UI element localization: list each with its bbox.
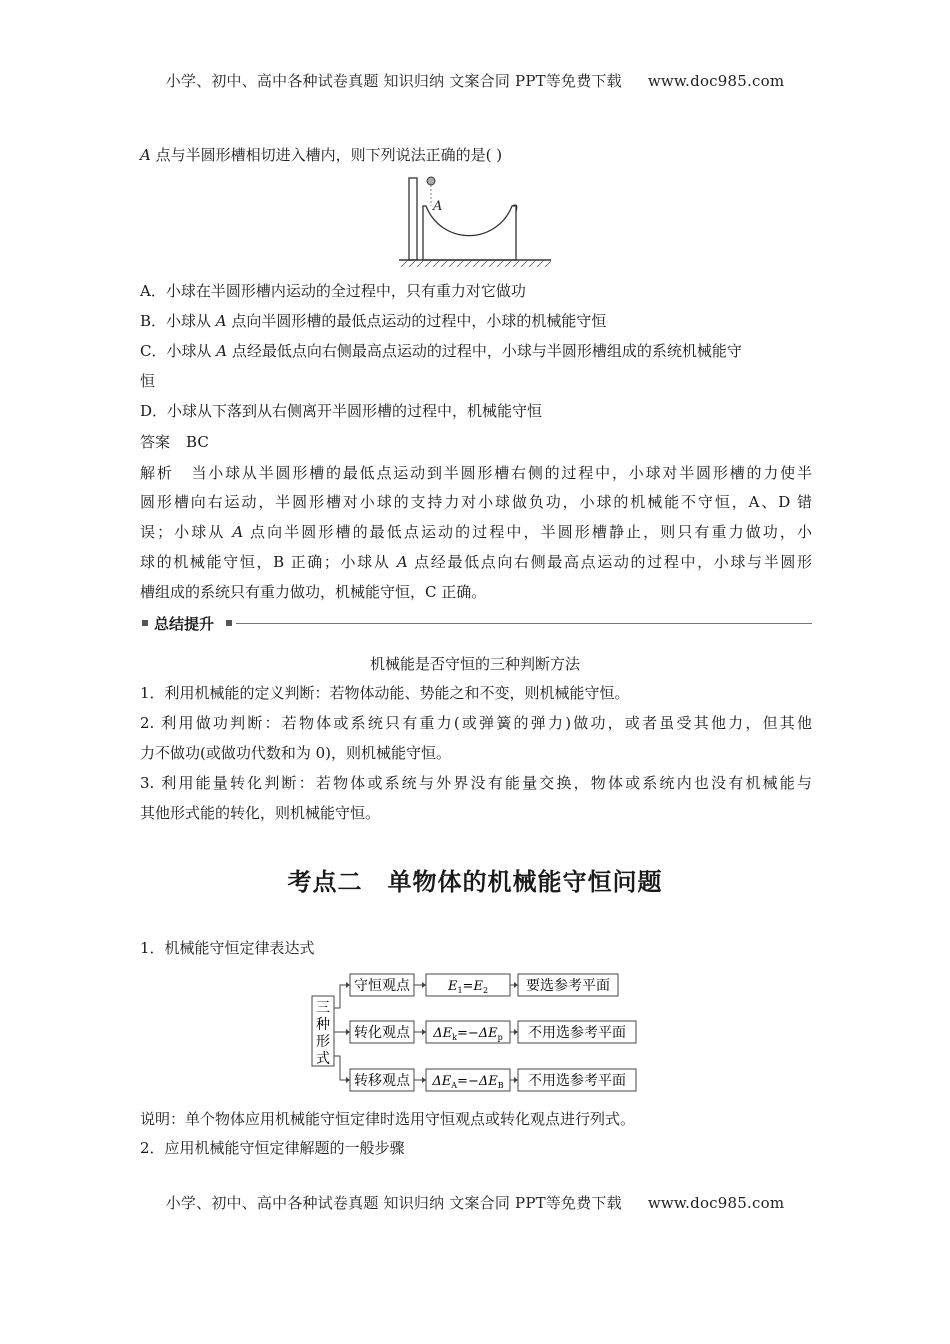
analysis-line-1: 解析 当小球从半圆形槽的最低点运动到半圆形槽右侧的过程中，小球对半圆形槽的力使半 (140, 464, 812, 482)
formula-3: $\Delta E_A=-\Delta E_B$ (432, 1074, 504, 1090)
expressions-diagram (306, 966, 646, 1098)
option-c: C．小球从 A 点经最低点向右侧最高点运动的过程中，小球与半圆形槽组成的系统机械能守 (140, 342, 742, 360)
section-item-2: 2．应用机械能守恒定律解题的一般步骤 (140, 1139, 405, 1157)
footer-text: 小学、初中、高中各种试卷真题 知识归纳 文案合同 PPT等免费下载 (165, 1194, 622, 1212)
root-char-4: 式 (316, 1051, 330, 1067)
formula-2: $\Delta E_k=-\Delta E_p$ (433, 1026, 503, 1042)
summary-item-2-line-1: 2. 利用做功判断：若物体或系统只有重力(或弹簧的弹力)做功，或者虽受其他力，但其他 (140, 714, 812, 732)
summary-title: 机械能是否守恒的三种判断方法 (369, 655, 580, 673)
summary-bullet (142, 620, 148, 626)
header-site: www.doc985.com (647, 72, 785, 90)
summary-bullet-2 (226, 620, 232, 626)
header-text: 小学、初中、高中各种试卷真题 知识归纳 文案合同 PPT等免费下载 (165, 72, 622, 90)
summary-label: 总结提升 (154, 615, 215, 633)
option-a: A．小球在半圆形槽内运动的全过程中，只有重力对它做功 (140, 282, 526, 300)
option-c-cont: 恒 (140, 372, 156, 390)
option-d: D．小球从下落到从右侧离开半圆形槽的过程中，机械能守恒 (140, 402, 543, 420)
section-item-1: 1．机械能守恒定律表达式 (140, 939, 315, 957)
section-note: 说明：单个物体应用机械能守恒定律时选用守恒观点或转化观点进行列式。 (140, 1110, 636, 1128)
note-label-2: 不用选参考平面 (528, 1025, 626, 1041)
summary-item-1: 1．利用机械能的定义判断：若物体动能、势能之和不变，则机械能守恒。 (140, 684, 630, 702)
analysis-line-5: 槽组成的系统只有重力做功，机械能守恒，C 正确。 (140, 583, 487, 601)
wall (409, 178, 417, 260)
view-label-3: 转移观点 (354, 1073, 410, 1089)
note-label-3: 不用选参考平面 (528, 1073, 626, 1089)
analysis-line-4: 球的机械能守恒，B 正确；小球从 A 点经最低点向右侧最高点运动的过程中，小球与半圆形 (140, 553, 812, 571)
footer-site: www.doc985.com (647, 1194, 785, 1212)
view-label-2: 转化观点 (354, 1025, 410, 1041)
formula-1: $E_1=E_2$ (447, 979, 489, 995)
summary-item-3-line-1: 3. 利用能量转化判断：若物体或系统与外界没有能量交换，物体或系统内也没有机械能与 (140, 774, 812, 792)
page-footer (0, 1192, 950, 1213)
ball (427, 177, 435, 185)
question-stem: A 点与半圆形槽相切进入槽内，则下列说法正确的是( ) (140, 146, 503, 164)
summary-item-2-line-2: 力不做功(或做功代数和为 0)，则机械能守恒。 (140, 744, 452, 762)
analysis-line-2: 圆形槽向右运动，半圆形槽对小球的支持力对小球做负功，小球的机械能不守恒，A、D 错 (140, 493, 812, 511)
analysis-line-3: 误；小球从 A 点向半圆形槽的最低点运动的过程中，半圆形槽静止，则只有重力做功，小 (140, 523, 812, 541)
root-char-3: 形 (316, 1034, 330, 1050)
root-char-1: 三 (316, 1000, 330, 1016)
point-a-label: A (433, 199, 443, 214)
option-b: B．小球从 A 点向半圆形槽的最低点运动的过程中，小球的机械能守恒 (140, 312, 607, 330)
groove-figure (395, 172, 555, 270)
summary-bar (140, 614, 812, 634)
page-header (0, 70, 950, 91)
note-label-1: 要选参考平面 (526, 978, 610, 994)
root-char-2: 种 (316, 1017, 330, 1033)
summary-item-3-line-2: 其他形式能的转化，则机械能守恒。 (140, 804, 381, 822)
answer: 答案 BC (140, 433, 209, 451)
summary-rule (236, 623, 812, 624)
semicircle-groove (423, 206, 516, 260)
section-title: 考点二 单物体的机械能守恒问题 (287, 867, 663, 896)
view-label-1: 守恒观点 (354, 978, 410, 994)
